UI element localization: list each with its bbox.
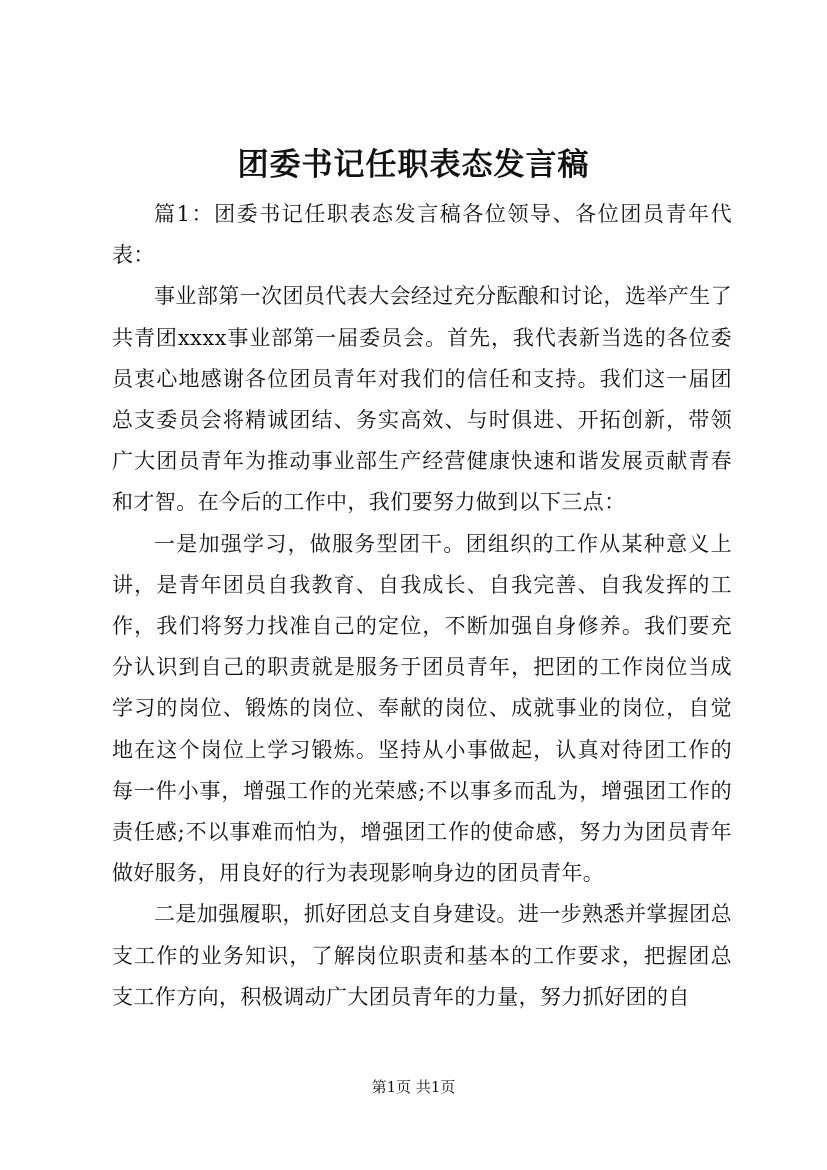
document-body	[112, 194, 732, 1018]
page-footer: 第1页 共1页	[371, 1078, 456, 1096]
paragraph-point-one: 一是加强学习，做服务型团干。团组织的工作从某种意义上讲，是青年团员自我教育、自我成长、自我完善、自我发挥的工作，我们将努力找准自己的定位，不断加强自身修养。我们要充分认识到自己的职责就是服务于团员青年，把团的工作岗位当成学习的岗位、锻炼的岗位、奉献的岗位、成就事业的岗位，自觉地在这个岗位上学习锻炼。坚持从小事做起，认真对待团工作的每一件小事，增强工作的光荣感;不以事多而乱为，增强团工作的责任感;不以事难而怕为，增强团工作的使命感，努力为团员青年做好服务，用良好的行为表现影响身边的团员青年。	[112, 531, 732, 886]
paragraph-intro: 篇1：团委书记任职表态发言稿各位领导、各位团员青年代表：	[112, 202, 732, 268]
paragraph-point-two: 二是加强履职，抓好团总支自身建设。进一步熟悉并掌握团总支工作的业务知识，了解岗位职责和基本的工作要求，把握团总支工作方向，积极调动广大团员青年的力量，努力抓好团的自	[112, 902, 732, 1009]
paragraph-election: 事业部第一次团员代表大会经过充分酝酿和讨论，选举产生了共青团xxxx事业部第一届委员会。首先，我代表新当选的各位委员衷心地感谢各位团员青年对我们的信任和支持。我们这一届团总支委员会将精诚团结、务实高效、与时俱进、开拓创新，带领广大团员青年为推动事业部生产经营健康快速和谐发展贡献青春和才智。在今后的工作中，我们要努力做到以下三点：	[112, 284, 732, 515]
document-title: 团委书记任职表态发言稿	[237, 147, 590, 183]
